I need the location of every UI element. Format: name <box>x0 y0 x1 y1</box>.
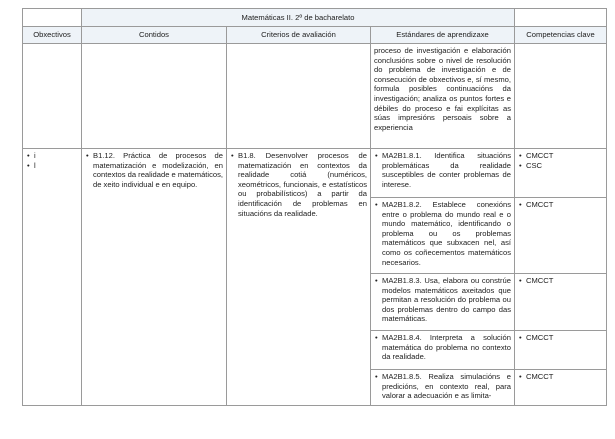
standard-item: • MA2B1.8.5. Realiza simulacións e predicións, en contexto real, para valorar a adecuación e as limita- <box>374 372 511 401</box>
standards-cell <box>371 149 515 406</box>
standard-block <box>371 149 514 198</box>
header-competences: Competencias clave <box>515 27 607 44</box>
competence-item: • CSC <box>518 161 603 171</box>
criterion-item: • B1.8. Desenvolver procesos de matematización en contextos da realidade cotiá (numéricos, xeométricos, funcionais, e estatísticos ou probabilísticos) a partir da identificación de problemas en situacións da realidade. <box>230 151 367 218</box>
curriculum-table-page <box>22 8 606 406</box>
competence-block <box>515 198 606 274</box>
standard-block <box>371 198 514 274</box>
header-objectives: Obxectivos <box>23 27 82 44</box>
objectives-cell <box>23 149 82 406</box>
continued-competences-cell <box>515 44 607 149</box>
header-standards: Estándares de aprendizaxe <box>371 27 515 44</box>
corner-cell-right <box>515 9 607 27</box>
continued-objectives-cell <box>23 44 82 149</box>
standard-block <box>371 370 514 405</box>
header-contents: Contidos <box>82 27 227 44</box>
continued-contents-cell <box>82 44 227 149</box>
standard-item: • MA2B1.8.2. Establece conexións entre o problema do mundo real e o mundo matemático, identificando o problema ou os problemas matemáticos que subxacen nel, así como os coñecementos matemáticos necesarios. <box>374 200 511 267</box>
competence-item: • CMCCT <box>518 372 603 382</box>
content-item: • B1.12. Práctica de procesos de matematización e modelización, en contextos da realidade e matemáticos, de xeito individual e en equipo. <box>85 151 223 189</box>
competence-block <box>515 370 606 405</box>
objectives-list <box>26 151 78 170</box>
contents-cell <box>82 149 227 406</box>
objective-item: • l <box>26 161 78 171</box>
criteria-cell <box>227 149 371 406</box>
standard-block <box>371 274 514 331</box>
header-criteria: Criterios de avaliación <box>227 27 371 44</box>
competence-item: • CMCCT <box>518 200 603 210</box>
competence-block <box>515 331 606 370</box>
standard-block <box>371 331 514 370</box>
table-title: Matemáticas II. 2º de bacharelato <box>82 9 515 27</box>
competences-cell <box>515 149 607 406</box>
competence-item: • CMCCT <box>518 333 603 343</box>
corner-cell <box>23 9 82 27</box>
competence-block <box>515 149 606 198</box>
standard-item: • MA2B1.8.4. Interpreta a solución matemática do problema no contexto da realidade. <box>374 333 511 362</box>
standard-item: • MA2B1.8.1. Identifica situacións problemáticas da realidade susceptibles de conter problemas de interese. <box>374 151 511 189</box>
standard-item: • MA2B1.8.3. Usa, elabora ou constrúe modelos matemáticos axeitados que permitan a resolución do problema ou dos problemas dentro do campo das matemáticas. <box>374 276 511 324</box>
competence-block <box>515 274 606 331</box>
curriculum-table <box>22 8 607 406</box>
competence-item: • CMCCT <box>518 151 603 161</box>
continued-criteria-cell <box>227 44 371 149</box>
competence-item: • CMCCT <box>518 276 603 286</box>
objective-item: • i <box>26 151 78 161</box>
continued-standard: proceso de investigación e elaboración conclusións sobre o nivel de resolución do problema de investigación e de consecución de obxectivos e, sí mesmo, formula posibles continuacións da investigación; analiza os puntos fortes e débiles do proceso e fai explícitas as súas impresións persoais sobre a experiencia <box>371 44 515 149</box>
